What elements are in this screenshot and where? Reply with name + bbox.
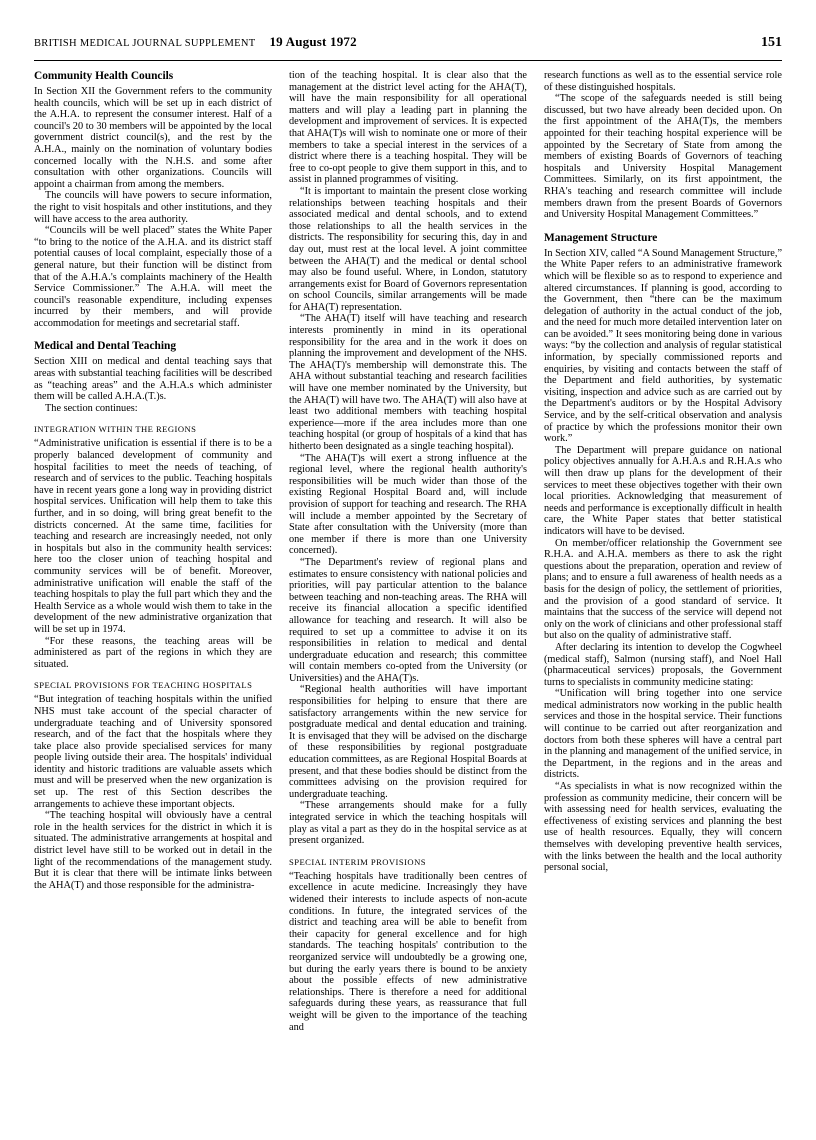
page-masthead (34, 34, 782, 54)
body-paragraph: “These arrangements should make for a fully integrated service in which the teaching hospitals will play as vital a part as they do in the hospital service as at present organized. (289, 800, 527, 847)
body-paragraph: After declaring its intention to develop the Cogwheel (medical staff), Salmon (nursing staff), and Noel Hall (pharmaceutical services) proposals, the Government turns to specialists in community medicine stating: (544, 641, 782, 688)
body-paragraph: On member/officer relationship the Government see R.H.A. and A.H.A. members as there to ask the right questions about the preparation, operation and review of plans; and to ensure a full awareness of health needs as a basis for the design of policy, the settlement of priorities, and the provision of a good standard of service. It maintains that the success of the service will depend not only on the work of clinicians and other professional staff but also on the quality of administrative staff. (544, 537, 783, 642)
body-paragraph: In Section XIV, called “A Sound Management Structure,” the White Paper refers to an administrative framework which will be flexible so as to respond to experience and altered circumstances. If planning is good, according to the Government, then “there can be the maximum delegation of authority in the actual conduct of the job, and the need for much more detailed intervention later on can be avoided.” It sees monitoring being done in various ways: “by the collection and analysis of regular statistical information, by specially commissioned reports and enquiries, by visiting and contacts between the staff of the Department and field authorities, by systematic visiting, inspection and advice such as are carried out by the Department's auditors or by the Hospital Advisory Service, and by the self-critical observation and analysis of practice by which the professions monitor their own work.” (544, 247, 783, 445)
body-paragraph: Section XIII on medical and dental teaching says that areas with substantial teaching facilities will be described as “teaching areas” and the A.H.A.s which administer them will be called A.H.A.(T.)s. (34, 356, 272, 403)
body-paragraph: “Teaching hospitals have traditionally been centres of excellence in acute medicine. Increasingly they have widened their interests to include aspects of non-acute conditions. In future, the integrated services of the district and teaching area will be able to benefit from their capacity for general excellence and for high standards. The teaching hospitals' contribution to the reorganized service will undoubtedly be a growing one, but during the early years there is bound to be anxiety about the possible effects of new administrative relationships. There is therefore a need for additional safeguards during these years, as reassurance that full weight will be given to the importance of the teaching and (289, 870, 527, 1033)
section-heading: Community Health Councils (34, 70, 174, 82)
body-paragraph: tion of the teaching hospital. It is clear also that the management at the district level acting for the AHA(T), will have the main responsibility for all operational matters and will play a leading part in planning the development and improvement of services. It is expected that AHA(T)s will wish to nominate one or more of their members to take a special interest in the services of a district where there is a teaching hospital. They will be free to co-opt people to give them support in this, and to assist in planned programmes of visiting. (289, 70, 527, 186)
journal-title: BRITISH MEDICAL JOURNAL SUPPLEMENT (34, 38, 256, 49)
body-paragraph: “The AHA(T)s will exert a strong influence at the regional level, where the regional health authority's responsibilities will be much wider than those of the existing Regional Hospital Board and, will include provision of support for teaching and research. The RHA will include a member appointed by the Secretary of State after consultation with the University (more than one member if there is more than one University concerned). (289, 452, 527, 557)
body-paragraph: “Unification will bring together into one service medical administrators now working in the public health services and those in the hospital service. Their functions will continue to be carried out after reorganization and doctors from both these spheres will have a central part in the planning and management of the unified service, in the Department, in the regions and in the areas and districts. (544, 688, 782, 781)
subsection-heading: SPECIAL PROVISIONS FOR TEACHING HOSPITALS (34, 680, 253, 691)
subsection-heading: INTEGRATION WITHIN THE REGIONS (34, 424, 197, 435)
article-columns (34, 70, 782, 1033)
issue-date: 19 August 1972 (269, 34, 357, 49)
masthead-rule (34, 60, 782, 61)
body-paragraph: “It is important to maintain the present close working relationships between teaching hospitals and their associated medical and dental schools, and to extend those relationships to all the health services in the districts. The responsibility for securing this, day in and day out, must rest at the local level. A joint committee between the AHA(T) and the medical or dental school may also be found useful. Where, in London, statutory arrangements exist for Board of Governors representation on school Councils, similar arrangements will be made for AHA(T) representation. (289, 185, 527, 313)
section-heading: Medical and Dental Teaching (34, 340, 177, 353)
body-paragraph: In Section XII the Government refers to the community health councils, which will be set up in each district of the A.H.A. to represent the consumer interest. Half of a council's 20 to 30 members will be appointed by the local government district council(s), and the rest by the A.H.A., mainly on the nomination of voluntary bodies concerned locally with the N.H.S. and some after consultation with other organizations. Councils will appoint a chairman from among the members. (34, 86, 272, 190)
subsection-heading: SPECIAL INTERIM PROVISIONS (289, 856, 426, 867)
body-paragraph: “The teaching hospital will obviously have a central role in the health services for the district in which it is situated. The administrative arrangements at hospital and district level have still to be worked out in detail in the light of the recommendations of the management study. But it is clear that there will be intimate links between the AHA(T) and those responsible for the administra- (34, 810, 272, 891)
column-2 (289, 70, 527, 1033)
body-paragraph: “The Department's review of regional plans and estimates to ensure consistency with national policies and priorities, will pay particular attention to the balance between teaching and non-teaching areas. The RHA will receive its financial allocation a specific identified allowance for teaching and research. It will also be required to set up a committee to advise it on its responsibilities in relation to medical and dental undergraduate education and research; this committee will contain members co-opted from the University (or Universities) and the AHA(T)s. (289, 556, 527, 684)
page-number: 151 (761, 35, 782, 50)
body-paragraph: “But integration of teaching hospitals within the unified NHS must take account of the special character of undergraduate teaching and of University sponsored research, and of the fact that the hospitals where they take place also provide specialised services for many people living outside their area. The hospitals' individual identity and historic traditions are valuable assets which must and will be preserved when the new organization is set up. The rest of this Section describes the arrangements to achieve these important objects. (34, 694, 272, 810)
body-paragraph: The Department will prepare guidance on national policy objectives annually for A.H.A.s and R.H.A.s who will then draw up plans for the development of their services to meet these objectives together with their own local priorities. Acknowledging that measurement of needs and performance is exceptionally difficult in health care, the White Paper states that better statistical indicators will have to be devised. (544, 444, 782, 537)
body-paragraph: “Regional health authorities will have important responsibilities for helping to ensure that there are satisfactory arrangements within the new service for postgraduate medical and dental education and training. It is envisaged that they will be advised on the discharge of these responsibilities by regional postgraduate education committees, as are Regional Hospital Boards at present, and that these bodies should be distinct from the committees advising on the provision required for undergraduate teaching. (289, 684, 527, 800)
body-paragraph: The councils will have powers to secure information, the right to visit hospitals and other institutions, and they will have access to the area authority. (34, 190, 272, 225)
body-paragraph: “As specialists in what is now recognized within the profession as community medicine, their concern will be with assessing need for health services, evaluating the effectiveness of existing services and planning the best use of health resources. Equally, they will concern themselves with developing preventive health services, with the links between the health and the local authority personal social, (544, 781, 782, 874)
body-paragraph: “Administrative unification is essential if there is to be a properly balanced development of community and hospital facilities to meet the needs of teaching, of research and of services to the public. Teaching hospitals have in recent years gone a long way in providing district hospital services. Unification will help them to take this further, and in so doing, will bring great benefit to the districts concerned. At the same time, facilities for teaching and research are increasingly needed, not only in hospitals but also in the community health services: here too the closer union of teaching hospital and community services will be of benefit. Moreover, administrative unification will enable the staff of the teaching hospitals to play the full part which they and the Health Service as a whole would wish them to take in the development of the new administrative organization that will be set up in 1974. (34, 438, 272, 635)
body-paragraph: research functions as well as to the essential service role of these distinguished hospitals. (544, 70, 782, 93)
section-heading: Management Structure (544, 231, 658, 244)
column-3 (544, 70, 782, 874)
body-paragraph: “The AHA(T) itself will have teaching and research interests prominently in mind in its operational responsibility for the area and in the work it does on planning the improvement and development of the NHS. The AHA(T)'s membership will demonstrate this. The AHA without substantial teaching and research facilities will have one member nominated by the University, but the AHA(T) will have two. The AHA(T) will also have at least two additional members with teaching hospital experience—more if the area includes more than one teaching hospital (or group of hospitals of a kind that has hitherto been designated as a single teaching hospital). (289, 313, 527, 452)
column-1 (34, 70, 272, 891)
body-paragraph: “The scope of the safeguards needed is still being discussed, but two have already been decided upon. On the first appointment of the AHA(T)s, the members appointed for their teaching hospital experience will be appointed by the Secretary of State from among the members of existing Boards of Governors of teaching hospitals and University Hospital Management Committees. Similarly, on its first appointment, the RHA's teaching and research committee will include members drawn from the present Boards of Governors and University Hospital Management Committees.” (544, 93, 782, 221)
body-paragraph: The section continues: (45, 402, 138, 414)
body-paragraph: “For these reasons, the teaching areas will be administered as part of the regions in which they are situated. (34, 635, 272, 670)
body-paragraph: “Councils will be well placed” states the White Paper “to bring to the notice of the A.H.A. and its district staff potential causes of local complaint, especially those of a general nature, but their function will be distinct from that of the A.H.A.'s complaints machinery of the Health Service Commissioner.” The A.H.A. will meet the council's reasonable expenditure, including expenses incurred by their members, and will provide accommodation for meetings and secretarial staff. (34, 225, 272, 329)
